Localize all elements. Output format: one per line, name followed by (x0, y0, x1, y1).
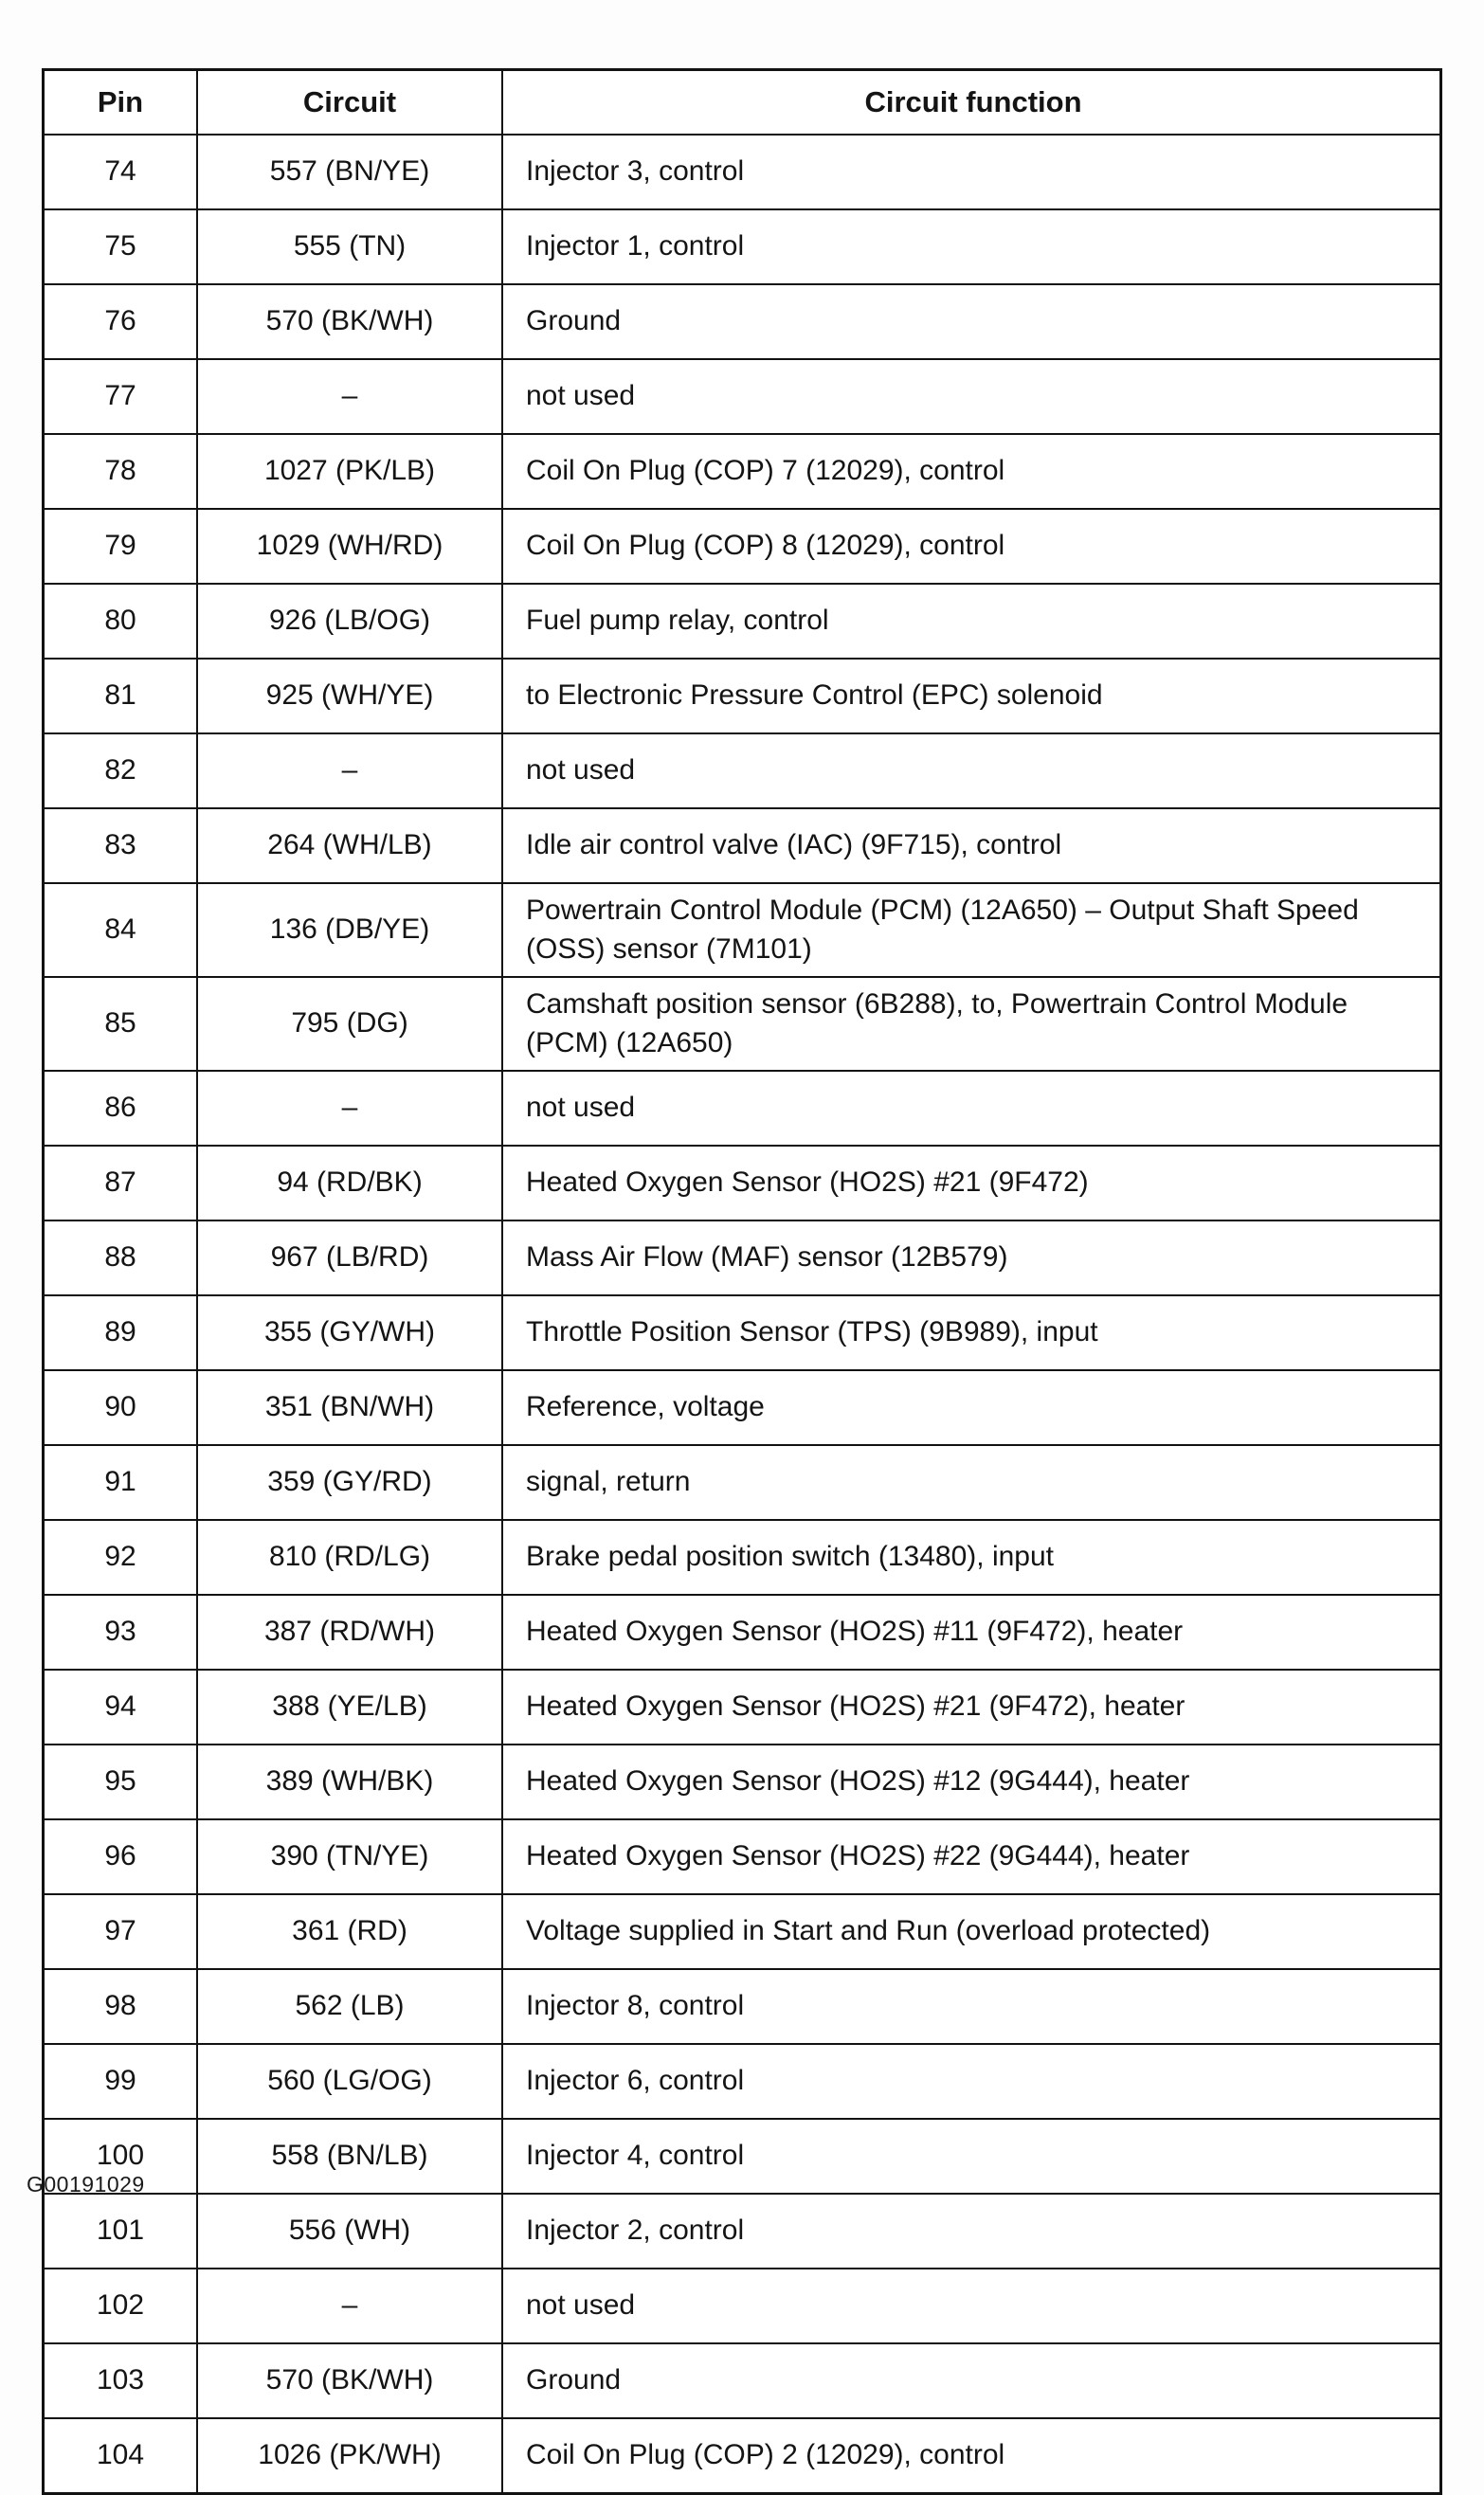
table-row (44, 2418, 1441, 2494)
circuit-cell: 558 (BN/LB) (197, 2119, 502, 2194)
pin-cell: 99 (44, 2044, 198, 2119)
circuit-cell: – (197, 1071, 502, 1146)
pin-cell: 95 (44, 1745, 198, 1819)
table-row (44, 1220, 1441, 1295)
pin-cell: 86 (44, 1071, 198, 1146)
circuit-cell: 351 (BN/WH) (197, 1370, 502, 1445)
circuit-cell: 795 (DG) (197, 977, 502, 1071)
circuit-cell: 810 (RD/LG) (197, 1520, 502, 1595)
circuit-function-cell: not used (502, 2269, 1441, 2343)
pin-cell: 101 (44, 2194, 198, 2269)
circuit-function-cell: Injector 2, control (502, 2194, 1441, 2269)
pin-cell: 74 (44, 135, 198, 209)
table-row (44, 1969, 1441, 2044)
circuit-function-cell: Heated Oxygen Sensor (HO2S) #22 (9G444), heater (502, 1819, 1441, 1894)
circuit-cell: 557 (BN/YE) (197, 135, 502, 209)
circuit-cell: 560 (LG/OG) (197, 2044, 502, 2119)
circuit-cell: 264 (WH/LB) (197, 808, 502, 883)
header-row (44, 70, 1441, 136)
circuit-function-cell: not used (502, 1071, 1441, 1146)
circuit-function-cell: Voltage supplied in Start and Run (overload protected) (502, 1894, 1441, 1969)
circuit-cell: 556 (WH) (197, 2194, 502, 2269)
pin-cell: 93 (44, 1595, 198, 1670)
pin-cell: 94 (44, 1670, 198, 1745)
figure-id: G00191029 (27, 2172, 145, 2197)
pin-cell: 90 (44, 1370, 198, 1445)
column-header-pin: Pin (44, 70, 198, 136)
table-row (44, 2119, 1441, 2194)
pin-cell: 76 (44, 284, 198, 359)
circuit-cell: 94 (RD/BK) (197, 1146, 502, 1220)
circuit-function-cell: Injector 8, control (502, 1969, 1441, 2044)
pin-cell: 96 (44, 1819, 198, 1894)
table-row (44, 2269, 1441, 2343)
circuit-function-cell: Heated Oxygen Sensor (HO2S) #21 (9F472) (502, 1146, 1441, 1220)
circuit-cell: 570 (BK/WH) (197, 284, 502, 359)
circuit-function-cell: not used (502, 359, 1441, 434)
circuit-function-cell: Mass Air Flow (MAF) sensor (12B579) (502, 1220, 1441, 1295)
circuit-cell: 1027 (PK/LB) (197, 434, 502, 509)
pin-cell: 100 (44, 2119, 198, 2194)
pin-cell: 77 (44, 359, 198, 434)
table-row (44, 977, 1441, 1071)
column-header-circuit-function: Circuit function (502, 70, 1441, 136)
pin-cell: 103 (44, 2343, 198, 2418)
pin-cell: 79 (44, 509, 198, 584)
circuit-function-cell: Heated Oxygen Sensor (HO2S) #21 (9F472), heater (502, 1670, 1441, 1745)
circuit-cell: 555 (TN) (197, 209, 502, 284)
circuit-cell: 136 (DB/YE) (197, 883, 502, 977)
table-row (44, 509, 1441, 584)
circuit-function-cell: not used (502, 733, 1441, 808)
table-row (44, 584, 1441, 659)
pin-cell: 75 (44, 209, 198, 284)
circuit-function-cell: Heated Oxygen Sensor (HO2S) #12 (9G444), heater (502, 1745, 1441, 1819)
table-row (44, 808, 1441, 883)
circuit-function-cell: Ground (502, 2343, 1441, 2418)
pin-cell: 88 (44, 1220, 198, 1295)
circuit-function-cell: Injector 3, control (502, 135, 1441, 209)
circuit-function-cell: Injector 1, control (502, 209, 1441, 284)
table-row (44, 209, 1441, 284)
table-row (44, 434, 1441, 509)
pin-cell: 97 (44, 1894, 198, 1969)
circuit-cell: 1029 (WH/RD) (197, 509, 502, 584)
table-row (44, 1295, 1441, 1370)
pin-cell: 85 (44, 977, 198, 1071)
table-row (44, 659, 1441, 733)
pin-assignment-table (42, 68, 1442, 2495)
table-row (44, 1520, 1441, 1595)
circuit-function-cell: Idle air control valve (IAC) (9F715), control (502, 808, 1441, 883)
circuit-cell: – (197, 733, 502, 808)
circuit-cell: 355 (GY/WH) (197, 1295, 502, 1370)
pin-cell: 78 (44, 434, 198, 509)
table-row (44, 1445, 1441, 1520)
circuit-cell: 926 (LB/OG) (197, 584, 502, 659)
circuit-cell: 570 (BK/WH) (197, 2343, 502, 2418)
table-row (44, 1894, 1441, 1969)
circuit-cell: 359 (GY/RD) (197, 1445, 502, 1520)
circuit-cell: – (197, 359, 502, 434)
circuit-function-cell: Powertrain Control Module (PCM) (12A650) – Output Shaft Speed (OSS) sensor (7M101) (502, 883, 1441, 977)
table-row (44, 1819, 1441, 1894)
circuit-function-cell: Fuel pump relay, control (502, 584, 1441, 659)
pin-cell: 92 (44, 1520, 198, 1595)
pin-cell: 87 (44, 1146, 198, 1220)
circuit-function-cell: Brake pedal position switch (13480), input (502, 1520, 1441, 1595)
pin-cell: 91 (44, 1445, 198, 1520)
circuit-cell: 361 (RD) (197, 1894, 502, 1969)
table-row (44, 1146, 1441, 1220)
pin-cell: 81 (44, 659, 198, 733)
table-row (44, 883, 1441, 977)
circuit-function-cell: Coil On Plug (COP) 2 (12029), control (502, 2418, 1441, 2494)
pin-cell: 83 (44, 808, 198, 883)
table-row (44, 1595, 1441, 1670)
pin-cell: 82 (44, 733, 198, 808)
table-row (44, 2194, 1441, 2269)
circuit-cell: 925 (WH/YE) (197, 659, 502, 733)
pin-cell: 80 (44, 584, 198, 659)
table-row (44, 1745, 1441, 1819)
circuit-cell: 390 (TN/YE) (197, 1819, 502, 1894)
table-row (44, 359, 1441, 434)
circuit-cell: 1026 (PK/WH) (197, 2418, 502, 2494)
circuit-function-cell: Reference, voltage (502, 1370, 1441, 1445)
pin-cell: 104 (44, 2418, 198, 2494)
table-row (44, 1071, 1441, 1146)
circuit-function-cell: Heated Oxygen Sensor (HO2S) #11 (9F472), heater (502, 1595, 1441, 1670)
circuit-function-cell: Camshaft position sensor (6B288), to, Powertrain Control Module (PCM) (12A650) (502, 977, 1441, 1071)
table-row (44, 1670, 1441, 1745)
column-header-circuit: Circuit (197, 70, 502, 136)
pin-cell: 98 (44, 1969, 198, 2044)
pin-cell: 102 (44, 2269, 198, 2343)
circuit-cell: 389 (WH/BK) (197, 1745, 502, 1819)
circuit-function-cell: signal, return (502, 1445, 1441, 1520)
circuit-cell: – (197, 2269, 502, 2343)
circuit-function-cell: Throttle Position Sensor (TPS) (9B989), input (502, 1295, 1441, 1370)
circuit-cell: 562 (LB) (197, 1969, 502, 2044)
circuit-function-cell: Ground (502, 284, 1441, 359)
table-header (44, 70, 1441, 136)
table-row (44, 1370, 1441, 1445)
table-row (44, 733, 1441, 808)
table-row (44, 284, 1441, 359)
circuit-cell: 387 (RD/WH) (197, 1595, 502, 1670)
table-row (44, 135, 1441, 209)
table-row (44, 2044, 1441, 2119)
circuit-cell: 967 (LB/RD) (197, 1220, 502, 1295)
circuit-cell: 388 (YE/LB) (197, 1670, 502, 1745)
circuit-function-cell: Coil On Plug (COP) 7 (12029), control (502, 434, 1441, 509)
table-row (44, 2343, 1441, 2418)
circuit-function-cell: Injector 4, control (502, 2119, 1441, 2194)
circuit-function-cell: Coil On Plug (COP) 8 (12029), control (502, 509, 1441, 584)
pin-cell: 89 (44, 1295, 198, 1370)
pin-table-body (44, 135, 1441, 2494)
pin-cell: 84 (44, 883, 198, 977)
circuit-function-cell: Injector 6, control (502, 2044, 1441, 2119)
circuit-function-cell: to Electronic Pressure Control (EPC) solenoid (502, 659, 1441, 733)
